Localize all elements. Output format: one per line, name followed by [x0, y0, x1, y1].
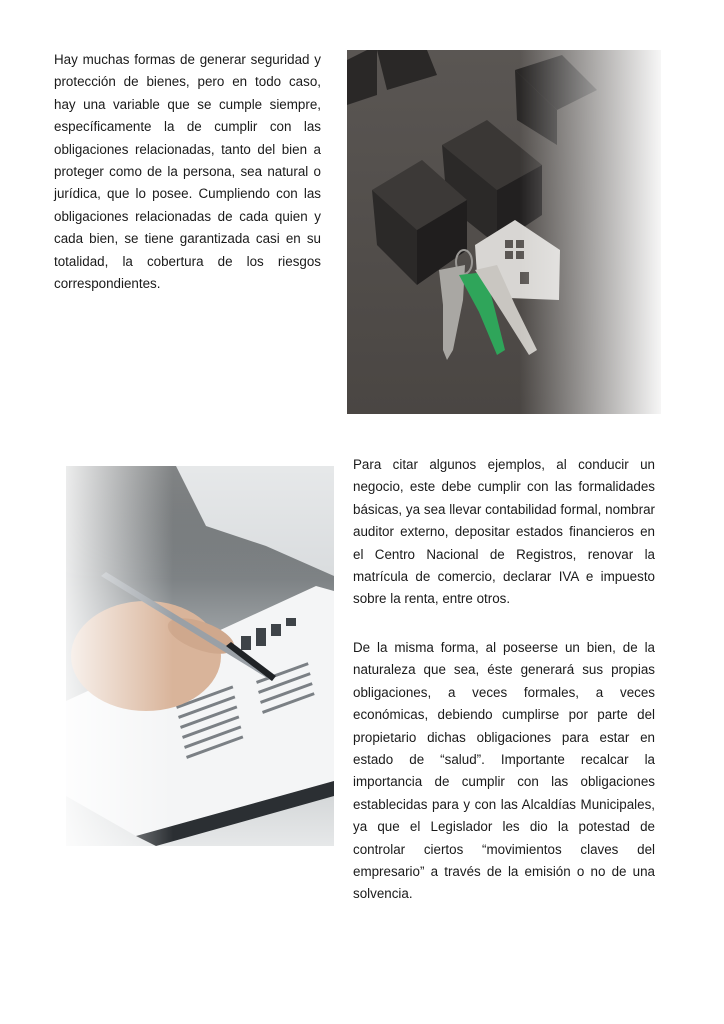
examples-paragraph: Para citar algunos ejemplos, al conducir un negocio, este debe cumplir con las formalidades básicas, ya sea llevar contabilidad formal, nombrar auditor externo, depositar estados financieros en el Centro Nacional de Registros, renovar la matrícula de comercio, declarar IVA e impuesto sobre la renta, entre otros. [353, 457, 655, 607]
hand-writing-on-document-photo [66, 466, 334, 846]
property-paragraph: De la misma forma, al poseerse un bien, de la naturaleza que sea, éste generará sus propias obligaciones, a veces formales, a veces económicas, debiendo cumplirse por parte del propietario dichas obligaciones para estar en estado de “salud”. Importante recalcar la importancia de cumplir con las obligaciones establecidas para y con las Alcaldías Municipales, ya que el Legislador les dio la potestad de controlar ciertos “movimientos claves del empresario” a través de la emisión o no de una solvencia. [353, 640, 655, 902]
houses-and-keys-photo [347, 50, 661, 414]
intro-paragraph: Hay muchas formas de generar seguridad y protección de bienes, pero en todo caso, hay una variable que se cumple siempre, específicamente la de cumplir con las obligaciones relacionadas, tanto del bien a proteger como de la persona, sea natural o jurídica, que lo posee. Cumpliendo con las obligaciones relacionadas de cada quien y cada bien, se tiene garantizada casi en su totalidad, la cobertura de los riesgos correspondientes. [54, 52, 321, 292]
